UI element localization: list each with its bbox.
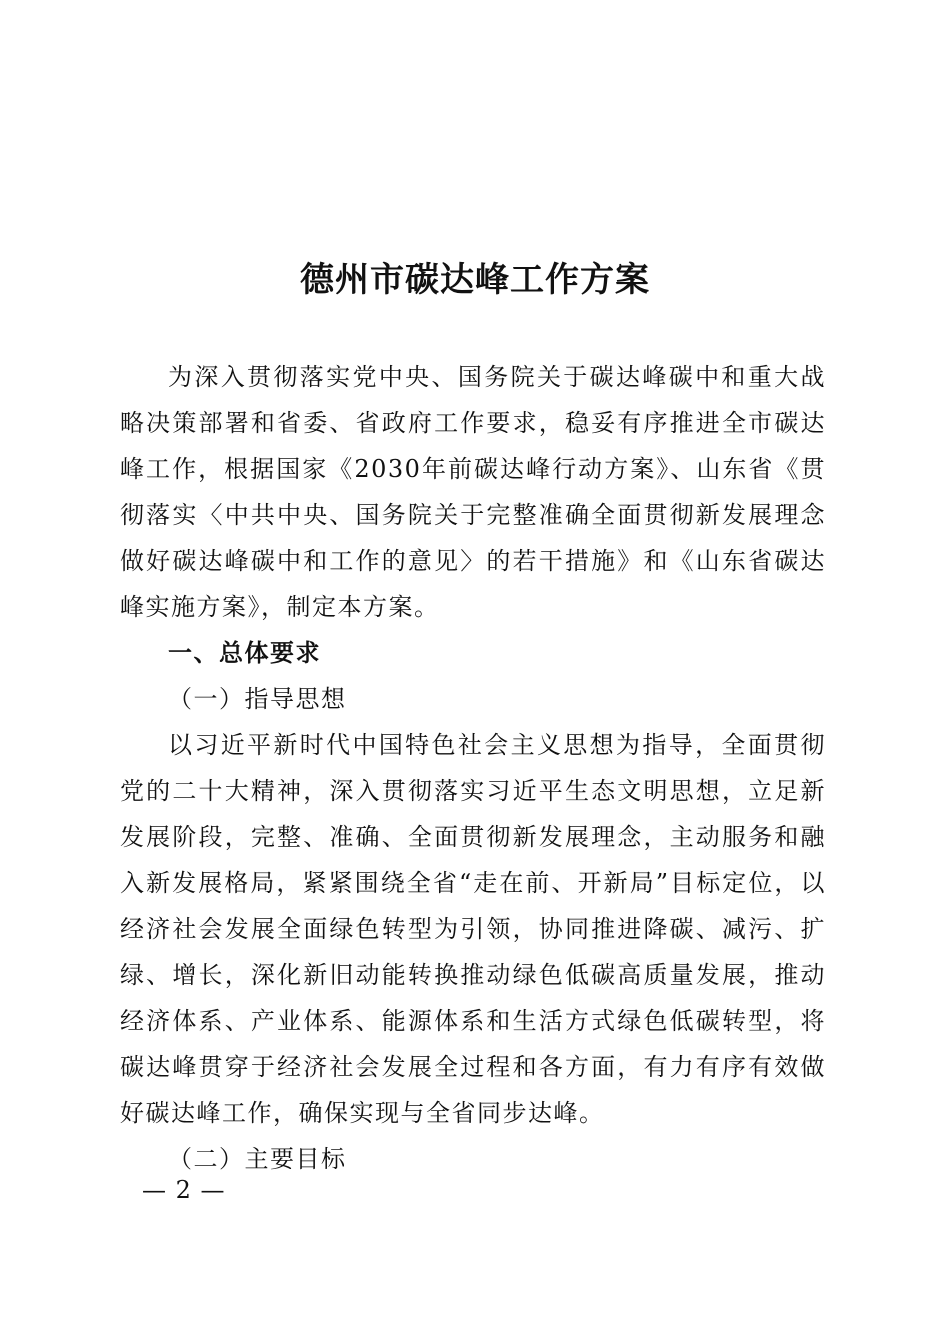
page-number: — 2 —	[142, 1176, 226, 1204]
document-body	[120, 354, 826, 1182]
intro-paragraph: 为深入贯彻落实党中央、国务院关于碳达峰碳中和重大战略决策部署和省委、省政府工作要求，稳妥有序推进全市碳达峰工作，根据国家《2030年前碳达峰行动方案》、山东省《贯彻落实〈中共中央、国务院关于完整准确全面贯彻新发展理念做好碳达峰碳中和工作的意见〉的若干措施》和《山东省碳达峰实施方案》，制定本方案。	[120, 363, 826, 621]
guiding-ideology-paragraph: 以习近平新时代中国特色社会主义思想为指导，全面贯彻党的二十大精神，深入贯彻落实习近平生态文明思想，立足新发展阶段，完整、准确、全面贯彻新发展理念，主动服务和融入新发展格局，紧紧围绕全省“走在前、开新局”目标定位，以经济社会发展全面绿色转型为引领，协同推进降碳、减污、扩绿、增长，深化新旧动能转换推动绿色低碳高质量发展，推动经济体系、产业体系、能源体系和生活方式绿色低碳转型，将碳达峰贯穿于经济社会发展全过程和各方面，有力有序有效做好碳达峰工作，确保实现与全省同步达峰。	[120, 731, 826, 1127]
section-heading-overall-requirements: 一、总体要求	[168, 638, 321, 667]
document-title: 德州市碳达峰工作方案	[300, 260, 650, 300]
subsection-heading-main-goals: （二）主要目标	[168, 1145, 347, 1173]
subsection-heading-guiding-ideology: （一）指导思想	[168, 685, 347, 713]
